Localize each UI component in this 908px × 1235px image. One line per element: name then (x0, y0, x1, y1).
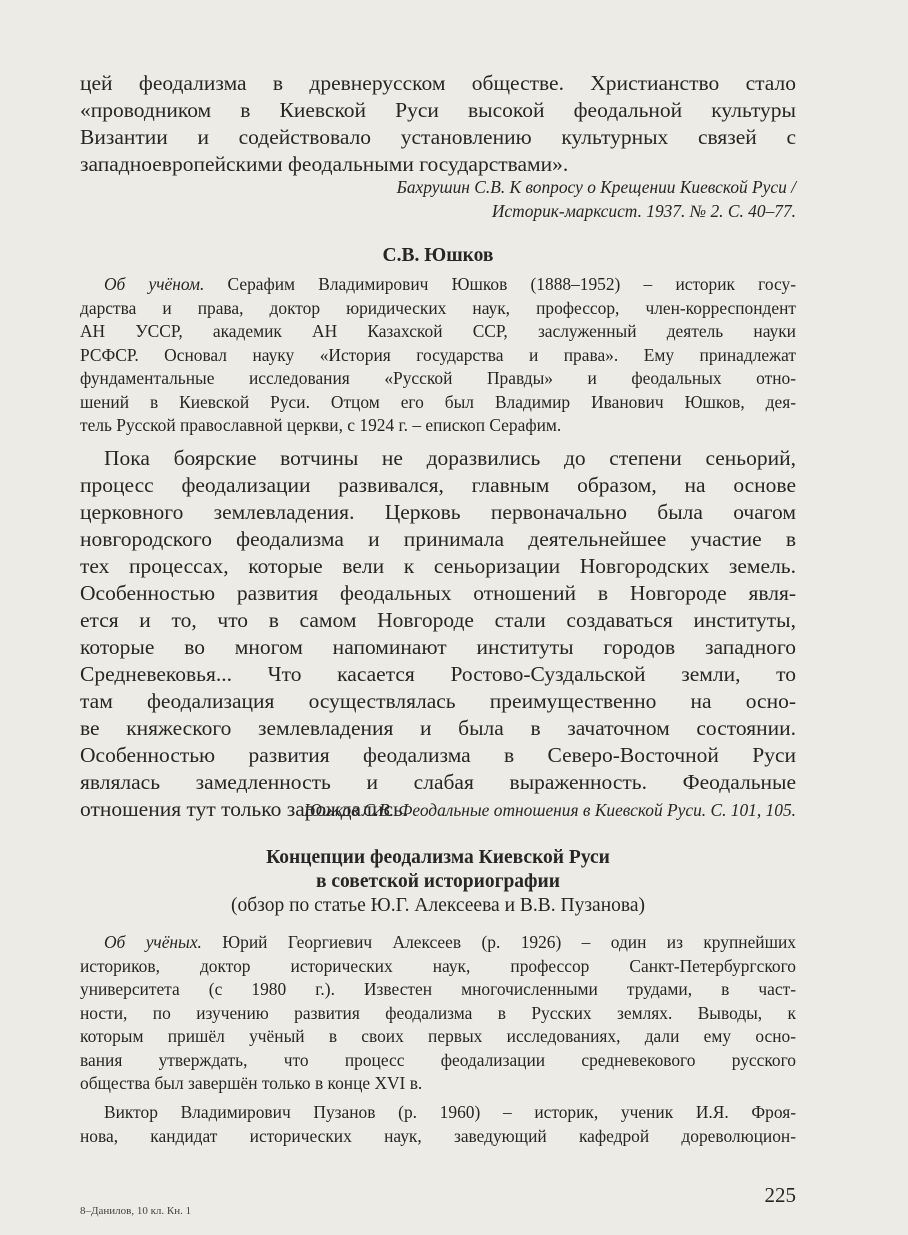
top-quote-text (80, 70, 796, 178)
page-number: 225 (764, 1183, 796, 1207)
text-line: новгородского феодализма и принимала деятельнейшее участие в (80, 527, 796, 551)
text-line: ности, по изучению развития феодализма в Русских землях. Выводы, к (80, 1002, 796, 1023)
text-line: РСФСР. Основал науку «История государства и права». Ему принадлежат (80, 344, 796, 365)
text-line: вания утверждать, что процесс феодализации средневекового русского (80, 1049, 796, 1070)
text-line: Пока боярские вотчины не доразвились до степени сеньорий, (104, 446, 796, 470)
text-line: фундаментальные исследования «Русской Правды» и феодальных отно- (80, 368, 796, 388)
text-line: церковного землевладения. Церковь первоначально была очагом (80, 500, 796, 524)
yushkov-quote (80, 445, 796, 823)
text-line: нова, кандидат исторических наук, заведующий кафедрой дореволюцион- (80, 1125, 796, 1146)
source-line: Бахрушин С.В. К вопросу о Крещении Киевской Руси / (396, 177, 796, 197)
about-puzanov (80, 1101, 796, 1148)
section-title-concepts-line2: в советской историографии (315, 871, 561, 892)
text-line: историков, доктор исторических наук, профессор Санкт-Петербургского (80, 955, 796, 976)
about-yushkov (80, 273, 796, 438)
about-label: Об учёном. (104, 274, 205, 294)
text-line: ве княжеского землевладения и была в зачаточном состоянии. (80, 716, 796, 740)
yushkov-quote-source: Юшков С.В. Феодальные отношения в Киевской Руси. С. 101, 105. (303, 800, 796, 820)
text-line: Виктор Владимирович Пузанов (р. 1960) – историк, ученик И.Я. Фроя- (104, 1102, 796, 1122)
text-line: университета (с 1980 г.). Известен многочисленными трудами, в част- (80, 979, 796, 999)
section-title-concepts-line1: Концепции феодализма Киевской Руси (266, 847, 610, 868)
text-line: которым пришёл учёный в своих первых исследованиях, дали ему осно- (80, 1026, 796, 1046)
text-line: ется и то, что в самом Новгороде стали создаваться институты, (80, 608, 796, 632)
text-line: Об учёном. Серафим Владимирович Юшков (1888–1952) – историк госу- (104, 274, 796, 294)
section-subtitle: (обзор по статье Ю.Г. Алексеева и В.В. Пузанова) (230, 895, 645, 916)
text-line: «проводником в Киевской Руси высокой феодальной культуры (80, 98, 796, 122)
printer-signature: 8–Данилов, 10 кл. Кн. 1 (80, 1205, 192, 1217)
text-line: отношения тут только зарождались. (80, 797, 409, 821)
text-line: АН УССР, академик АН Казахской ССР, заслуженный деятель науки (80, 321, 796, 341)
text-line: дарства и права, доктор юридических наук, профессор, член-корреспондент (80, 297, 796, 318)
text-line: цей феодализма в древнерусском обществе. Христианство стало (80, 71, 796, 95)
text-line: там феодализация осуществлялась преимущественно на осно- (80, 689, 796, 713)
text-line: которые во многом напоминают институты городов западного (80, 635, 796, 659)
text-line: процесс феодализации развивался, главным образом, на основе (80, 473, 796, 497)
text-line: Об учёных. Юрий Георгиевич Алексеев (р. 1926) – один из крупнейших (104, 932, 797, 952)
text-line: западноевропейскими феодальными государствами». (80, 152, 569, 176)
text-line: общества был завершён только в конце XVI в. (80, 1073, 423, 1093)
section-title-yushkov: С.В. Юшков (382, 245, 494, 266)
text-line: шений в Киевской Руси. Отцом его был Владимир Иванович Юшков, дея- (80, 391, 796, 412)
about-label: Об учёных. (104, 932, 202, 952)
about-scholars (80, 931, 796, 1096)
text-line: тех процессах, которые вели к сеньоризации Новгородских земель. (80, 554, 796, 578)
text-line: Византии и содействовало установлению культурных связей с (80, 125, 796, 149)
text-line: Средневековья... Что касается Ростово-Суздальской земли, то (80, 662, 796, 686)
text-line: тель Русской православной церкви, с 1924 г. – епископ Серафим. (80, 415, 562, 435)
top-quote-source (80, 175, 796, 223)
source-line: Историк-марксист. 1937. № 2. С. 40–77. (491, 201, 796, 221)
text-line: Особенностью развития феодальных отношений в Новгороде явля- (80, 581, 796, 605)
text-line: Особенностью развития феодализма в Северо-Восточной Руси (80, 743, 796, 767)
text-line: являлась замедленность и слабая выраженность. Феодальные (80, 770, 796, 794)
